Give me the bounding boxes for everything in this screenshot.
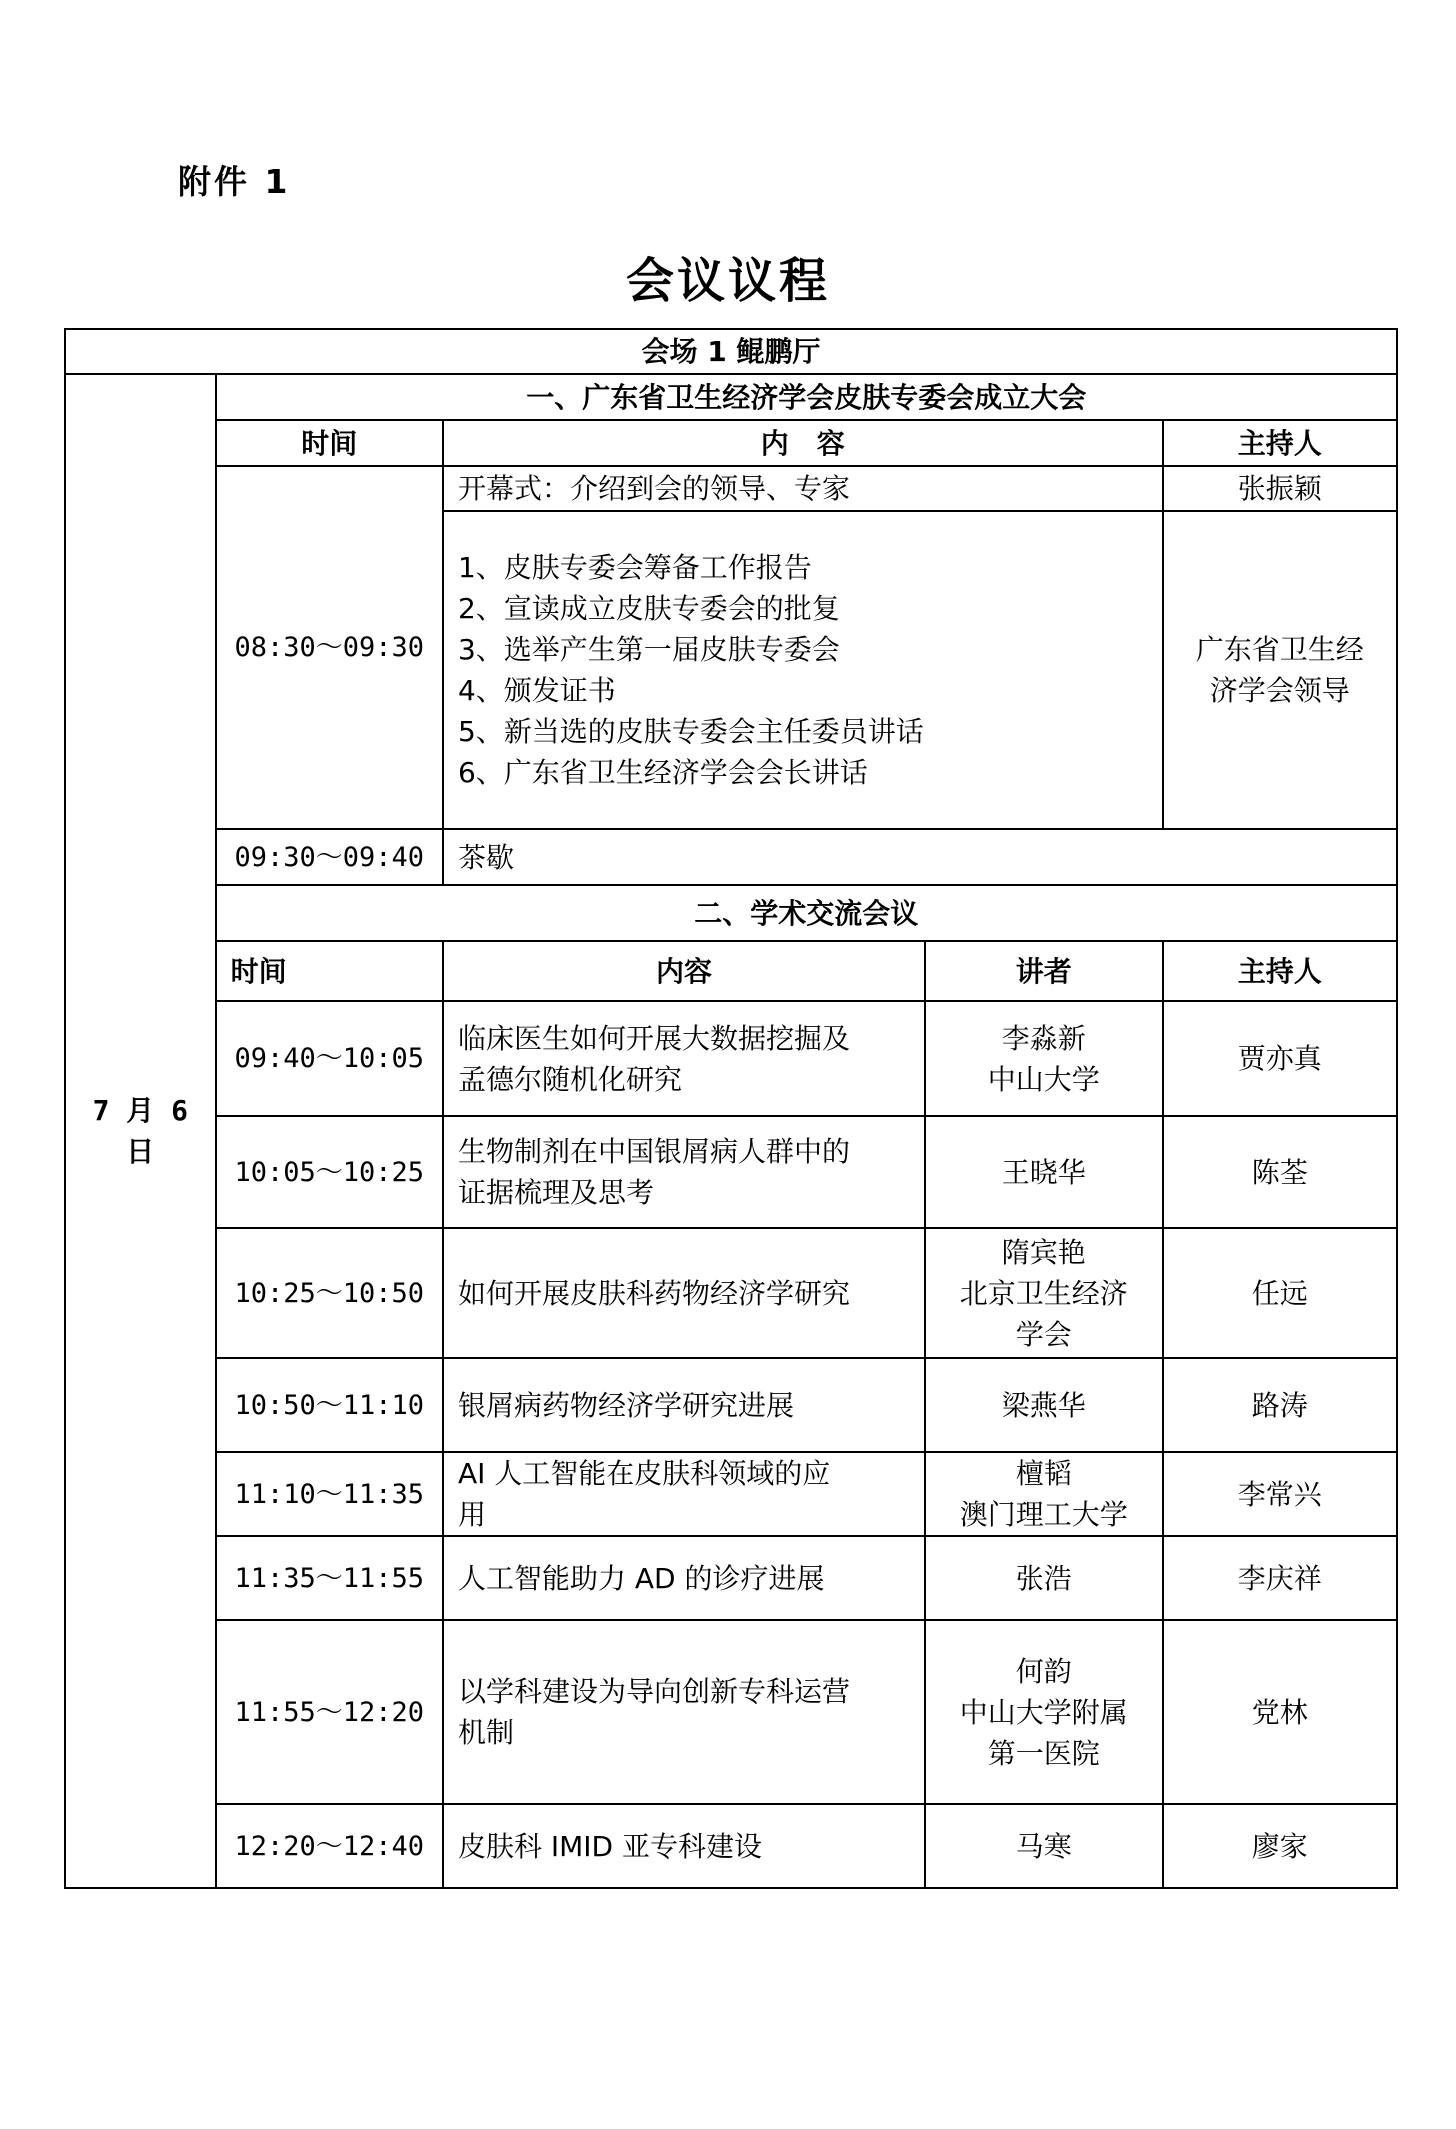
speaker-line: 王晓华: [1001, 1155, 1086, 1189]
topic-line: 以学科建设为导向创新专科运营: [457, 1675, 850, 1708]
session-speaker: [925, 1228, 1162, 1358]
speaker-line: 第一医院: [987, 1736, 1100, 1770]
date-cell: 7 月 6 日: [65, 374, 216, 1888]
topic-line: 临床医生如何开展大数据挖掘及: [457, 1021, 850, 1055]
agenda-table: [64, 328, 1398, 1889]
topic-line: 生物制剂在中国银屑病人群中的: [457, 1135, 850, 1168]
session-host: 路涛: [1163, 1358, 1398, 1452]
session-row: [65, 1536, 1397, 1620]
speaker-line: 梁燕华: [1001, 1388, 1086, 1422]
session-speaker: [925, 1452, 1162, 1536]
speaker-line: 学会: [1015, 1317, 1072, 1351]
section2-title-row: [65, 885, 1397, 941]
speaker-line: 马寒: [1015, 1829, 1072, 1863]
agenda-item: 4、颁发证书: [457, 674, 616, 707]
speaker-line: 澳门理工大学: [959, 1498, 1128, 1531]
topic-line: 银屑病药物经济学研究进展: [457, 1388, 794, 1422]
topic-line: AI 人工智能在皮肤科领域的应: [457, 1457, 831, 1490]
session-speaker: [925, 1804, 1162, 1888]
session-host: 任远: [1163, 1228, 1398, 1358]
session-time: 10:50～11:10: [216, 1358, 443, 1452]
agenda-item: 5、新当选的皮肤专委会主任委员讲话: [457, 715, 924, 748]
session-host: 廖家: [1163, 1804, 1398, 1888]
agenda-item: 2、宣读成立皮肤专委会的批复: [457, 592, 840, 625]
session-row: [65, 1001, 1397, 1116]
attachment-label: 附件 1: [178, 162, 291, 201]
session-time: 11:35～11:55: [216, 1536, 443, 1620]
session-speaker: [925, 1536, 1162, 1620]
speaker-line: 中山大学: [987, 1062, 1100, 1096]
topic-line: 机制: [457, 1716, 514, 1749]
session-speaker: [925, 1620, 1162, 1804]
session-time: 10:05～10:25: [216, 1116, 443, 1228]
topic-line: 人工智能助力 AD 的诊疗进展: [457, 1561, 825, 1595]
section2-header-row: [65, 941, 1397, 1001]
agenda-item: 1、皮肤专委会筹备工作报告: [457, 551, 812, 584]
header-host: 主持人: [1163, 941, 1398, 1001]
speaker-line: 中山大学附属: [959, 1695, 1128, 1729]
header-time: 时间: [216, 941, 443, 1001]
topic-line: 皮肤科 IMID 亚专科建设: [457, 1829, 762, 1863]
agenda-host: [1163, 511, 1398, 829]
session-row: [65, 1620, 1397, 1804]
speaker-line: 李淼新: [1001, 1021, 1086, 1055]
session-topic: [443, 1620, 925, 1804]
session-speaker: [925, 1358, 1162, 1452]
break-row: [65, 829, 1397, 885]
section1-title-row: [65, 374, 1397, 420]
topic-line: 证据梳理及思考: [457, 1176, 654, 1209]
session-topic: [443, 1116, 925, 1228]
session-speaker: [925, 1116, 1162, 1228]
agenda-item: 6、广东省卫生经济学会会长讲话: [457, 756, 868, 789]
header-host: 主持人: [1163, 420, 1398, 466]
session-time: 09:40～10:05: [216, 1001, 443, 1116]
time-cell: 08:30～09:30: [216, 466, 443, 829]
header-speaker: 讲者: [925, 941, 1162, 1001]
session-host: 陈荃: [1163, 1116, 1398, 1228]
speaker-line: 何韵: [1015, 1654, 1072, 1688]
session-row: [65, 1452, 1397, 1536]
speaker-line: 张浩: [1015, 1561, 1072, 1595]
session-row: [65, 1358, 1397, 1452]
session-topic: [443, 1452, 925, 1536]
agenda-items: [443, 511, 1163, 829]
page-title: 会议议程: [625, 253, 830, 309]
section1-header-row: [65, 420, 1397, 466]
agenda-item: 3、选举产生第一届皮肤专委会: [457, 633, 840, 666]
session-host: 李常兴: [1163, 1452, 1398, 1536]
session-topic: [443, 1804, 925, 1888]
opening-host: 张振颖: [1163, 466, 1398, 511]
session-time: 10:25～10:50: [216, 1228, 443, 1358]
topic-line: 用: [457, 1498, 486, 1531]
host-line: 广东省卫生经: [1195, 633, 1364, 666]
break-time: 09:30～09:40: [216, 829, 443, 885]
session-row: [65, 1804, 1397, 1888]
session-topic: [443, 1536, 925, 1620]
venue-title: 会场 1 鲲鹏厅: [65, 329, 1397, 374]
host-line: 济学会领导: [1209, 674, 1350, 707]
header-content: 内 容: [443, 420, 1163, 466]
session-row: [65, 1116, 1397, 1228]
session-speaker: [925, 1001, 1162, 1116]
speaker-line: 隋宾艳: [1001, 1235, 1086, 1269]
topic-line: 如何开展皮肤科药物经济学研究: [457, 1276, 850, 1310]
session-host: 党林: [1163, 1620, 1398, 1804]
session-topic: [443, 1358, 925, 1452]
header-time: 时间: [216, 420, 443, 466]
session-row: [65, 1228, 1397, 1358]
section2-title: 二、学术交流会议: [216, 885, 1397, 941]
session-topic: [443, 1228, 925, 1358]
opening-row: [65, 466, 1397, 511]
section1-title: 一、广东省卫生经济学会皮肤专委会成立大会: [216, 374, 1397, 420]
session-topic: [443, 1001, 925, 1116]
session-time: 12:20～12:40: [216, 1804, 443, 1888]
session-host: 李庆祥: [1163, 1536, 1398, 1620]
session-time: 11:10～11:35: [216, 1452, 443, 1536]
topic-line: 孟德尔随机化研究: [457, 1062, 682, 1096]
speaker-line: 檀韬: [1015, 1457, 1072, 1490]
break-content: 茶歇: [443, 829, 1397, 885]
venue-row: [65, 329, 1397, 374]
header-content: 内容: [443, 941, 925, 1001]
session-time: 11:55～12:20: [216, 1620, 443, 1804]
opening-content: 开幕式：介绍到会的领导、专家: [443, 466, 1163, 511]
session-host: 贾亦真: [1163, 1001, 1398, 1116]
speaker-line: 北京卫生经济: [959, 1276, 1128, 1310]
